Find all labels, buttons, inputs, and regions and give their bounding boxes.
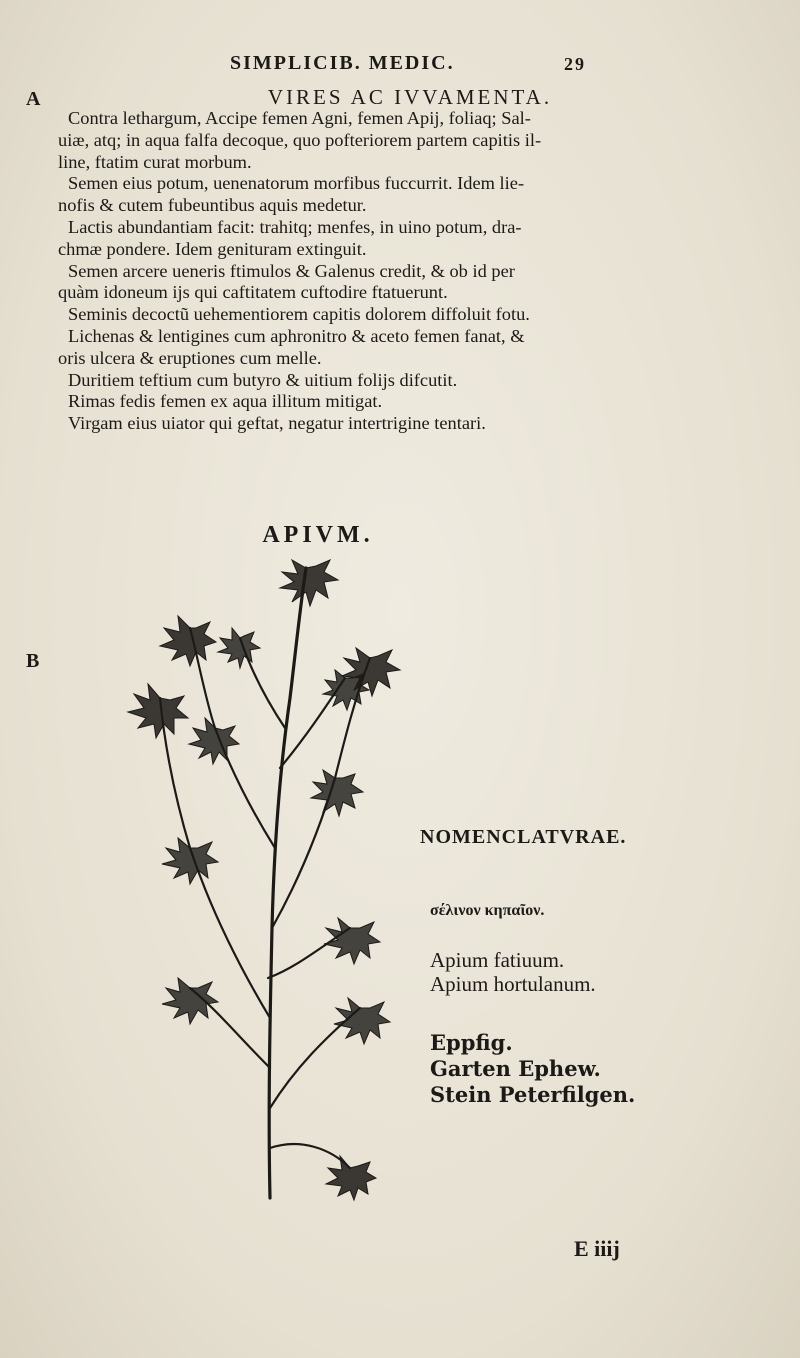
plant-title: APIVM.: [262, 522, 374, 548]
text-line: chmæ pondere. Idem genituram extinguit.: [58, 238, 367, 259]
nomenclature-title: NOMENCLATVRAE.: [420, 826, 627, 848]
body-text: [58, 108, 684, 435]
text-line: Seminis decoctũ uehementiorem capitis dolorem diffoluit fotu.: [68, 304, 530, 325]
text-line: Semen arcere ueneris ftimulos & Galenus credit, & ob id per: [68, 260, 515, 281]
signature-mark: E iiij: [574, 1236, 620, 1261]
text-line: line, ftatim curat morbum.: [58, 151, 252, 172]
text-line: nofis & cutem fubeuntibus aquis medetur.: [58, 195, 367, 216]
text-line: Duritiem teftium cum butyro & uitium folijs difcutit.: [68, 369, 458, 390]
text-line: Lichenas & lentigines cum aphronitro & aceto femen fanat, &: [68, 325, 525, 346]
margin-letter-b: B: [26, 650, 40, 672]
running-title: SIMPLICIB. MEDIC.: [230, 52, 455, 74]
text-line: Lactis abundantiam facit: trahitq; menfes, in uino potum, dra-: [68, 216, 522, 237]
nomenclature-latin: [430, 948, 596, 996]
nomenclature-german: [430, 1030, 635, 1108]
text-line: Rimas fedis femen ex aqua illitum mitigat.: [68, 391, 383, 412]
german-name: Eppfig.: [430, 1030, 513, 1055]
german-name: Stein Peterfilgen.: [430, 1082, 636, 1107]
text-line: Semen eius potum, uenenatorum morfibus fuccurrit. Idem lie-: [68, 173, 525, 194]
running-header: [230, 52, 700, 75]
text-line: Virgam eius uiator qui geftat, negatur intertrigine tentari.: [68, 413, 486, 434]
german-name: Garten Ephew.: [430, 1056, 601, 1081]
nomenclature-greek: σέλινον κηπαῖον.: [430, 902, 545, 919]
section-title: VIRES AC IVVAMENTA.: [267, 85, 553, 109]
text-line: quàm idoneum ijs qui caftitatem cuftodire ftatuerunt.: [58, 282, 448, 303]
text-line: Contra lethargum, Accipe femen Agni, femen Apij, foliaq; Sal-: [68, 108, 531, 128]
text-line: uiæ, atq; in aqua falfa decoque, quo pofteriorem partem capitis il-: [58, 129, 542, 150]
apium-woodcut-illustration: [120, 548, 420, 1208]
latin-name: Apium fatiuum.: [430, 948, 565, 972]
latin-name: Apium hortulanum.: [430, 972, 596, 996]
margin-letter-a: A: [26, 88, 41, 110]
folio-number: 29: [564, 54, 586, 74]
text-line: oris ulcera & eruptiones cum melle.: [58, 347, 322, 368]
